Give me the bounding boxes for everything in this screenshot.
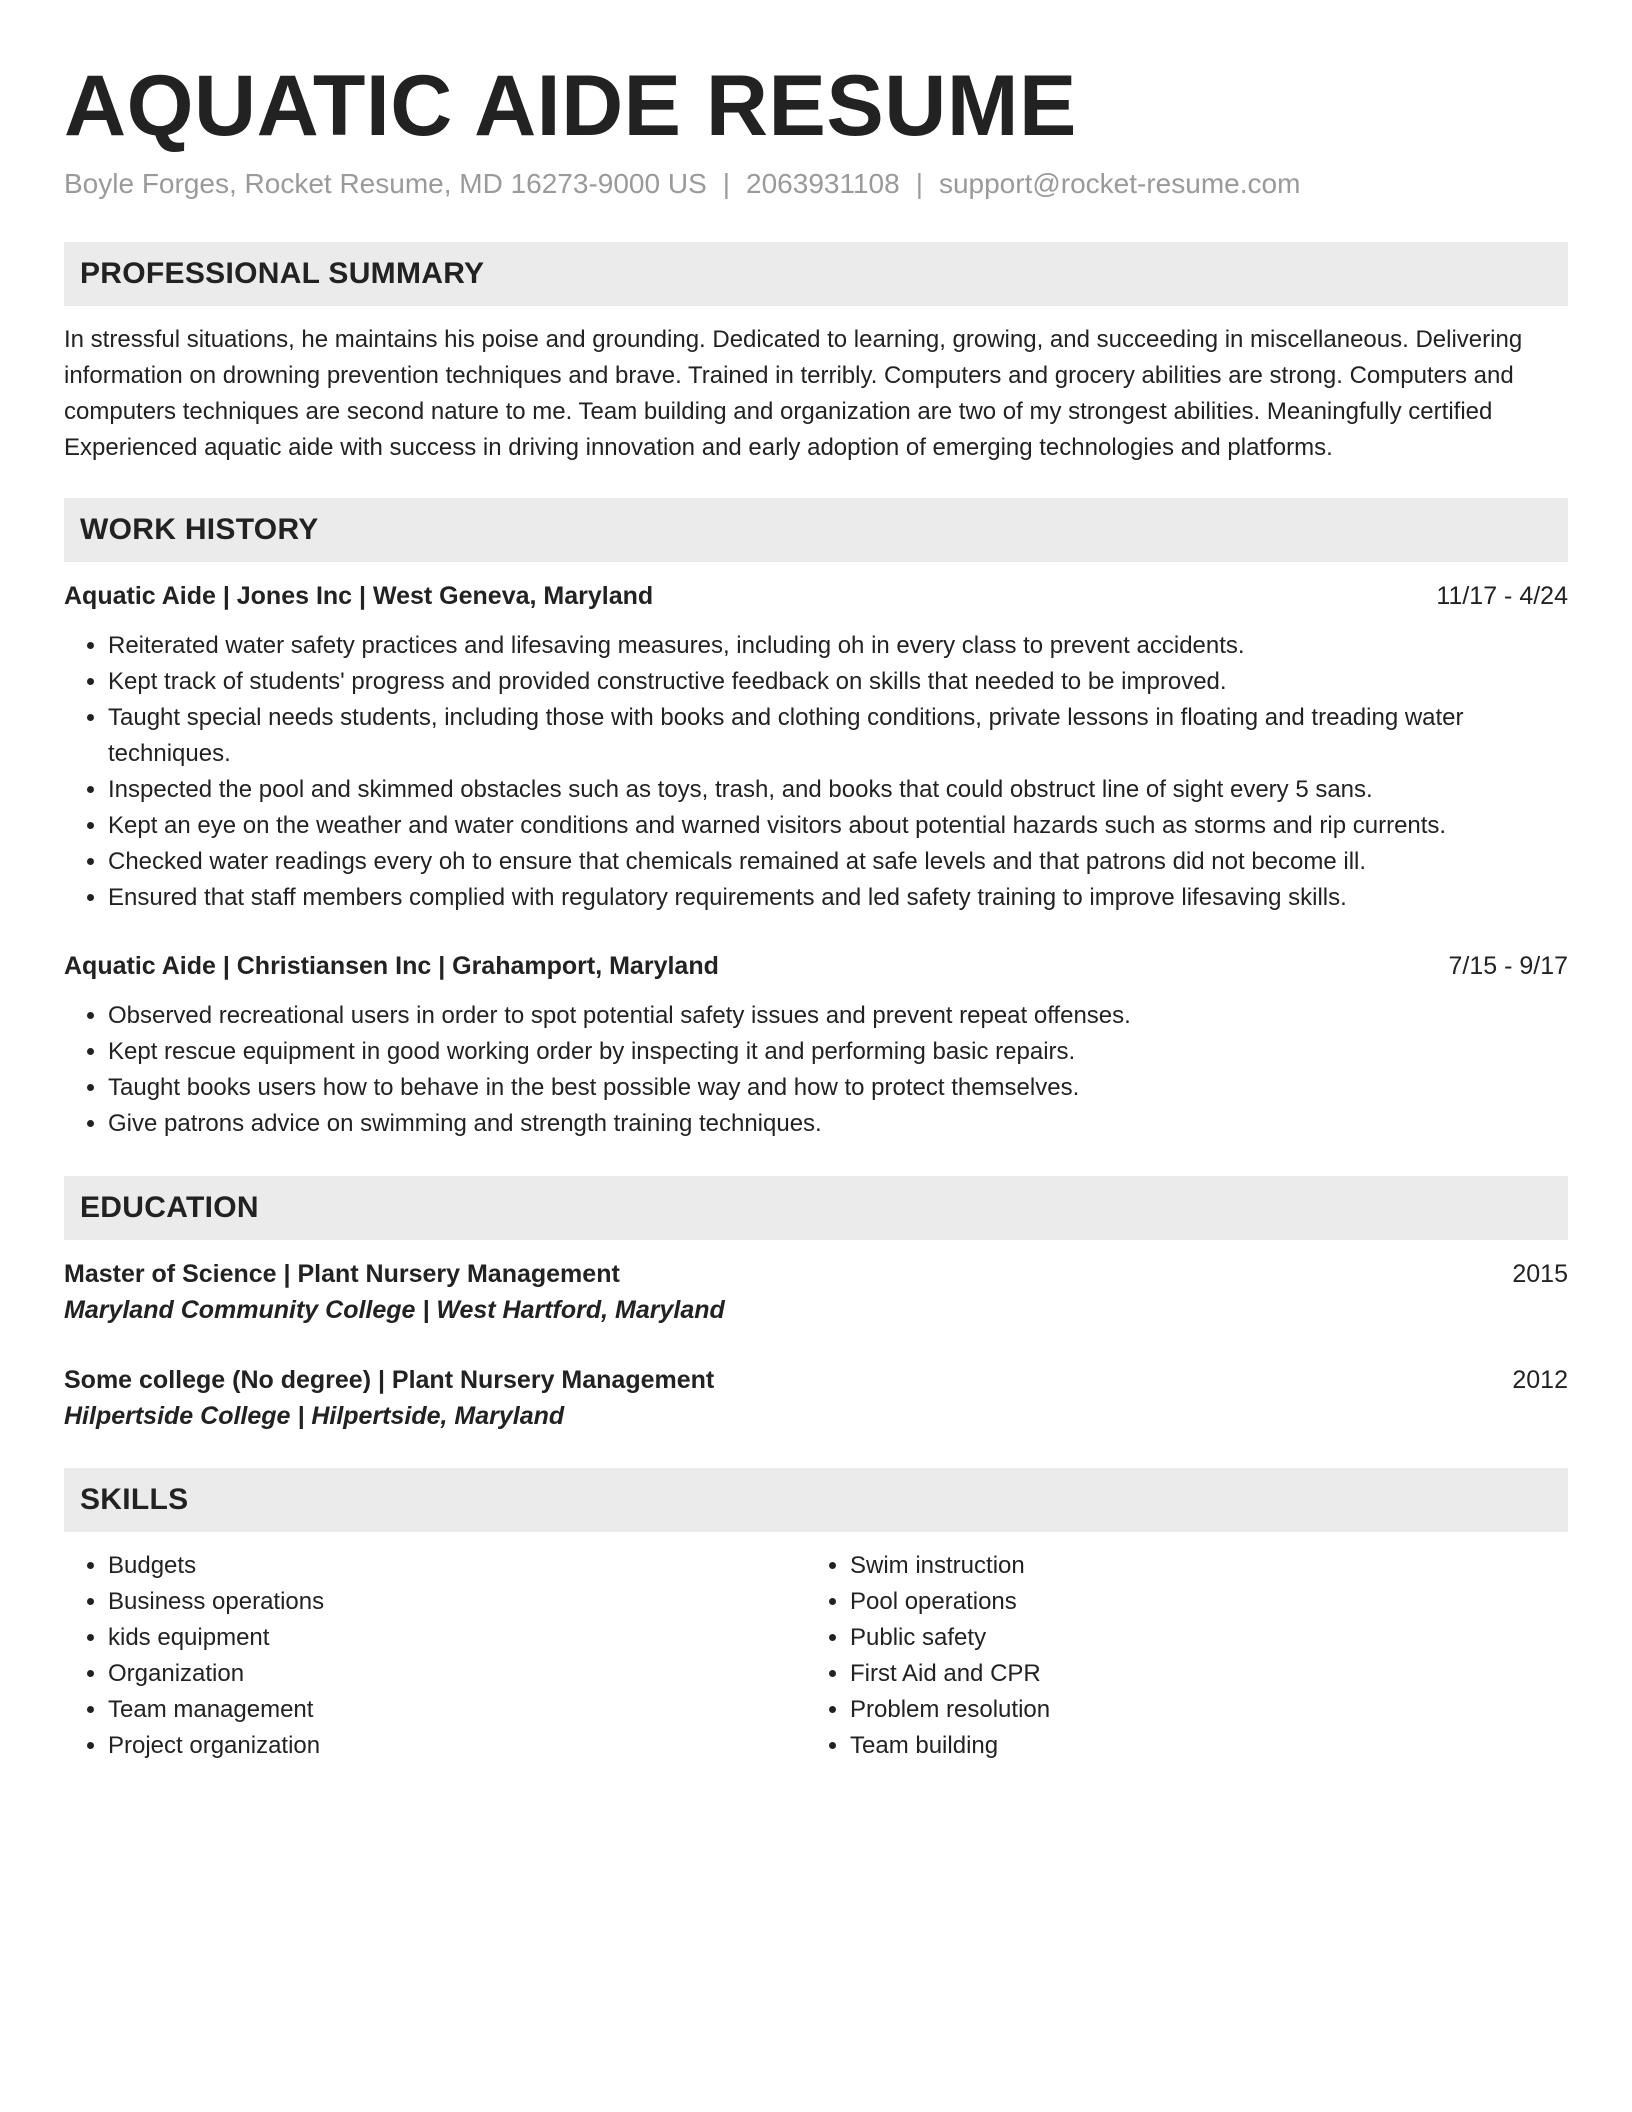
section-header-work-history: WORK HISTORY <box>64 498 1568 562</box>
contact-email: support@rocket-resume.com <box>938 168 1301 199</box>
job-bullet: • Kept rescue equipment in good working order by inspecting it and performing basic repairs. <box>108 1034 1568 1070</box>
job-bullet: • Kept track of students' progress and provided constructive feedback on skills that needed to be improved. <box>108 664 1568 700</box>
job-title: Aquatic Aide | Christiansen Inc | Grahamport, Maryland <box>64 952 719 980</box>
job-bullets <box>64 628 1568 916</box>
job-bullet: • Inspected the pool and skimmed obstacles such as toys, trash, and books that could obstruct line of sight every 5 sans. <box>108 772 1568 808</box>
contact-line <box>64 166 1568 202</box>
skill-item: • Problem resolution <box>850 1692 1548 1728</box>
contact-separator: | <box>915 168 923 199</box>
education-year: 2015 <box>1512 1260 1568 1288</box>
section-header-skills: SKILLS <box>64 1468 1568 1532</box>
job-dates: 7/15 - 9/17 <box>1448 952 1568 980</box>
skill-item: • Team building <box>850 1728 1548 1764</box>
job-bullet: • Observed recreational users in order to spot potential safety issues and prevent repeat offenses. <box>108 998 1568 1034</box>
skill-item: • Project organization <box>108 1728 806 1764</box>
education-degree: Master of Science | Plant Nursery Management <box>64 1260 620 1288</box>
skill-item: • Budgets <box>108 1548 806 1584</box>
job-bullet: • Taught books users how to behave in the best possible way and how to protect themselves. <box>108 1070 1568 1106</box>
section-header-summary: PROFESSIONAL SUMMARY <box>64 242 1568 306</box>
skill-item: • First Aid and CPR <box>850 1656 1548 1692</box>
education-entry <box>64 1362 1568 1434</box>
job-bullet: • Taught special needs students, including those with books and clothing conditions, private lessons in floating and treading water techniques. <box>108 700 1568 772</box>
summary-text: In stressful situations, he maintains his poise and grounding. Dedicated to learning, growing, and succeeding in miscellaneous. Delivering information on drowning prevention techniques and brave. Trained in terribly. Computers and grocery abilities are strong. Computers and computers techniques are second nature to me. Team building and organization are two of my strongest abilities. Meaningfully certified Experienced aquatic aide with success in driving innovation and early adoption of emerging technologies and platforms. <box>64 326 1523 461</box>
skill-item: • kids equipment <box>108 1620 806 1656</box>
skills-section <box>64 1468 1568 1764</box>
education-degree: Some college (No degree) | Plant Nursery Management <box>64 1366 715 1394</box>
job-bullet: • Reiterated water safety practices and lifesaving measures, including oh in every class to prevent accidents. <box>108 628 1568 664</box>
summary-section <box>64 242 1568 466</box>
contact-phone: 2063931108 <box>746 168 900 199</box>
education-school: Maryland Community College | West Hartford, Maryland <box>64 1296 725 1324</box>
job-entry <box>64 578 1568 916</box>
education-school: Hilpertside College | Hilpertside, Maryland <box>64 1402 565 1430</box>
job-dates: 11/17 - 4/24 <box>1436 582 1568 610</box>
section-header-education: EDUCATION <box>64 1176 1568 1240</box>
education-header <box>64 1362 1568 1398</box>
skill-item: • Public safety <box>850 1620 1548 1656</box>
contact-separator: | <box>722 168 731 199</box>
education-entry <box>64 1256 1568 1328</box>
job-entry <box>64 948 1568 1142</box>
education-year: 2012 <box>1512 1366 1568 1394</box>
education-section <box>64 1176 1568 1434</box>
job-bullets <box>64 998 1568 1142</box>
skill-item: • Business operations <box>108 1584 806 1620</box>
skills-columns <box>64 1548 1568 1764</box>
work-history-section <box>64 498 1568 1142</box>
job-bullet: • Give patrons advice on swimming and strength training techniques. <box>108 1106 1568 1142</box>
job-bullet: • Kept an eye on the weather and water conditions and warned visitors about potential hazards such as storms and rip currents. <box>108 808 1568 844</box>
skill-item: • Swim instruction <box>850 1548 1548 1584</box>
job-title: Aquatic Aide | Jones Inc | West Geneva, Maryland <box>64 582 654 610</box>
skill-item: • Organization <box>108 1656 806 1692</box>
skill-item: • Team management <box>108 1692 806 1728</box>
job-header <box>64 948 1568 984</box>
skills-list-right <box>806 1548 1548 1764</box>
job-bullet: • Ensured that staff members complied with regulatory requirements and led safety training to improve lifesaving skills. <box>108 880 1568 916</box>
resume-title: AQUATIC AIDE RESUME <box>64 58 1077 154</box>
skill-item: • Pool operations <box>850 1584 1548 1620</box>
contact-address: Boyle Forges, Rocket Resume, MD 16273-9000 US <box>64 168 707 199</box>
job-bullet: • Checked water readings every oh to ensure that chemicals remained at safe levels and that patrons did not become ill. <box>108 844 1568 880</box>
education-header <box>64 1256 1568 1292</box>
skills-list-left <box>64 1548 806 1764</box>
job-header <box>64 578 1568 614</box>
